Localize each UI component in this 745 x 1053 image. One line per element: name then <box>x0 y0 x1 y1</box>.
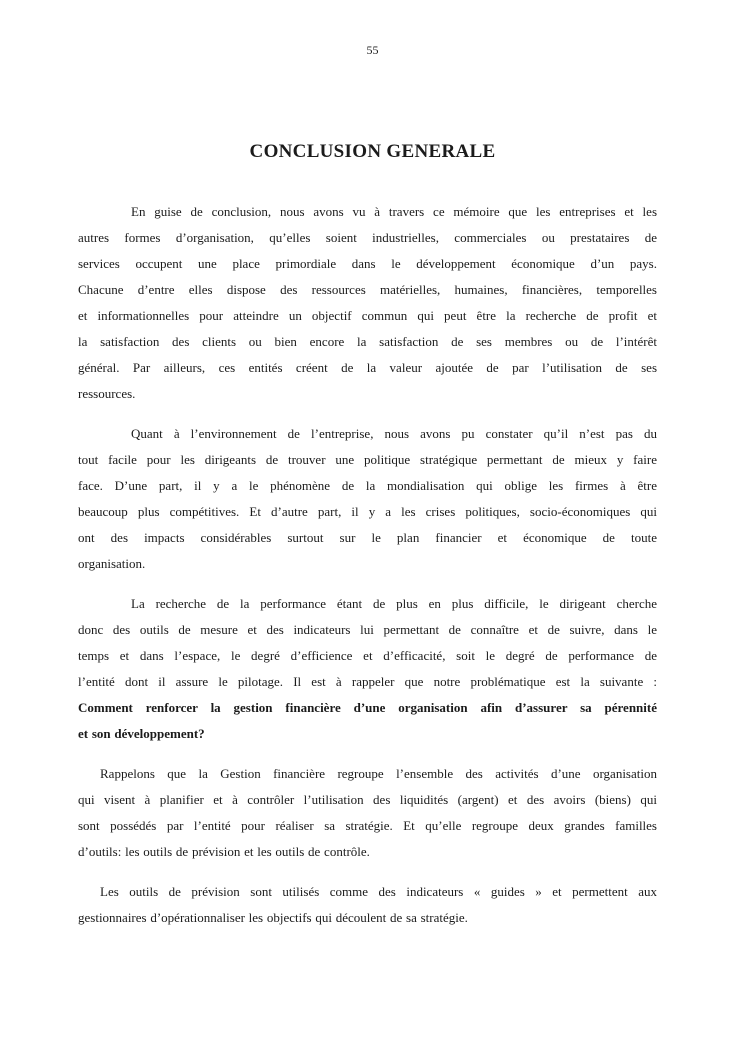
text-line: Comment renforcer la gestion financière d’une organisation afin d’assurer sa pérennité <box>78 700 657 715</box>
text-line: la satisfaction des clients ou bien encore la satisfaction de ses membres ou de l’intérêt <box>78 334 657 349</box>
text-line: face. D’une part, il y a le phénomène de la mondialisation qui oblige les firmes à être <box>78 478 657 493</box>
text-line: tout facile pour les dirigeants de trouver une politique stratégique permettant de mieux y faire <box>78 452 657 467</box>
text-line: Chacune d’entre elles dispose des ressources matérielles, humaines, financières, temporelles <box>78 282 657 297</box>
text-line: beaucoup plus compétitives. Et d’autre part, il y a les crises politiques, socio-économiques qui <box>78 504 657 519</box>
text-line: Rappelons que la Gestion financière regroupe l’ensemble des activités d’une organisation <box>100 766 657 781</box>
text-line: général. Par ailleurs, ces entités créent de la valeur ajoutée de par l’utilisation de ses <box>78 360 657 375</box>
text-line: qui visent à planifier et à contrôler l’utilisation des liquidités (argent) et des avoirs (biens) qui <box>78 792 657 807</box>
text-line: Quant à l’environnement de l’entreprise, nous avons pu constater qu’il n’est pas du <box>131 426 657 441</box>
text-line: et son développement? <box>78 726 205 741</box>
text-line: Les outils de prévision sont utilisés comme des indicateurs « guides » et permettent aux <box>100 884 657 899</box>
text-line: En guise de conclusion, nous avons vu à travers ce mémoire que les entreprises et les <box>131 204 657 219</box>
document-body <box>78 199 657 931</box>
text-line: services occupent une place primordiale dans le développement économique d’un pays. <box>78 256 657 271</box>
paragraph <box>78 199 657 407</box>
text-line: sont possédés par l’entité pour réaliser sa stratégie. Et qu’elle regroupe deux grandes familles <box>78 818 657 833</box>
text-line: organisation. <box>78 556 146 571</box>
text-line: La recherche de la performance étant de plus en plus difficile, le dirigeant cherche <box>131 596 657 611</box>
text-line: donc des outils de mesure et des indicateurs lui permettant de connaître et de suivre, dans le <box>78 622 657 637</box>
paragraph <box>78 761 657 865</box>
paragraph <box>78 421 657 577</box>
page-title: CONCLUSION GENERALE <box>249 141 496 162</box>
paragraph <box>78 879 657 931</box>
paragraph <box>78 591 657 747</box>
text-line: gestionnaires d’opérationnaliser les objectifs qui découlent de sa stratégie. <box>78 910 468 925</box>
text-line: l’entité dont il assure le pilotage. Il est à rappeler que notre problématique est la suivante : <box>78 674 657 689</box>
page-number: 55 <box>366 43 379 57</box>
text-line: ont des impacts considérables surtout sur le plan financier et économique de toute <box>78 530 657 545</box>
text-line: temps et dans l’espace, le degré d’efficience et d’efficacité, soit le degré de performance de <box>78 648 657 663</box>
text-line: ressources. <box>78 386 136 401</box>
text-line: autres formes d’organisation, qu’elles soient industrielles, commerciales ou prestataires de <box>78 230 657 245</box>
text-line: d’outils: les outils de prévision et les outils de contrôle. <box>78 844 370 859</box>
text-line: et informationnelles pour atteindre un objectif commun qui peut être la recherche de profit et <box>78 308 657 323</box>
